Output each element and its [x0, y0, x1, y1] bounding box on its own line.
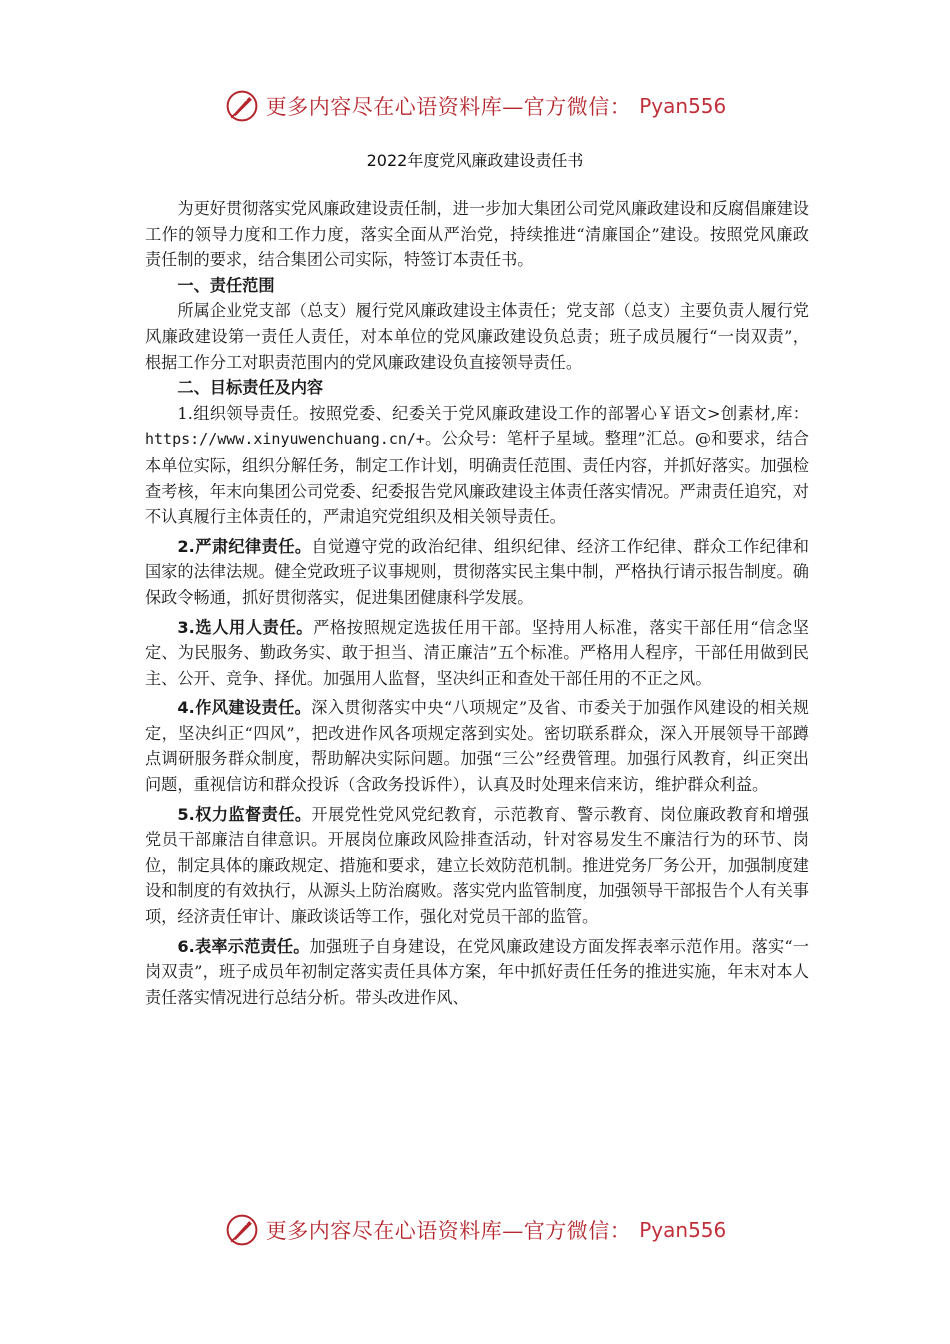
- section-heading-goals: 二、目标责任及内容: [177, 378, 324, 398]
- item3-body: 严格按照规定选拔任用干部。坚持用人标准，落实干部任用“信念坚定、为民服务、勤政务实、敢于担当、清正廉洁”五个标准。严格用人程序，干部任用做到民主、公开、竞争、择优。加强用人监督，坚决纠正和查处干部任用的不正之风。: [145, 617, 809, 688]
- item6-body: 加强班子自身建设，在党风廉政建设方面发挥表率示范作用。落实“一岗双责”，班子成员年初制定落实责任具体方案，年中抓好责任任务的推进实施，年末对本人责任落实情况进行总结分析。带头改进作风、: [145, 936, 809, 1007]
- intro-paragraph: 为更好贯彻落实党风廉政建设责任制，进一步加大集团公司党风廉政建设和反腐倡廉建设工作的领导力度和工作力度，落实全面从严治党，持续推进“清廉国企”建设。按照党风廉政责任制的要求，结合集团公司实际，特签订本责任书。: [145, 199, 809, 270]
- item1-text-part2: 。公众号：笔杆子星域。整理”汇总。@和要求，结合本单位实际，组织分解任务，制定工作计划，明确责任范围、责任内容，并抓好落实。加强检查考核，年末向集团公司党委、纪委报告党风廉政建设主体责任落实情况。严肃责任追究，对不认真履行主体责任的，严肃追究党组织及相关领导责任。: [145, 429, 809, 527]
- section-heading-scope: 一、责任范围: [177, 275, 275, 295]
- header-banner: [0, 82, 950, 130]
- item-discipline: [145, 534, 809, 611]
- item6-lead: 6.表率示范责任。: [177, 936, 310, 956]
- section-scope-paragraph: 所属企业党支部（总支）履行党风廉政建设主体责任；党支部（总支）主要负责人履行党风廉政建设第一责任人责任，对本单位的党风廉政建设负总责；班子成员履行“一岗双责”，根据工作分工对职责范围内的党风廉政建设负直接领导责任。: [145, 301, 809, 372]
- quill-logo-icon: [224, 88, 260, 124]
- document-body: [145, 196, 809, 1010]
- header-banner-text: 更多内容尽在心语资料库—官方微信：: [265, 95, 632, 119]
- item1-text-part1: 1.组织领导责任。按照党委、纪委关于党风廉政建设工作的部署心￥语文>创素材,库：: [177, 403, 809, 423]
- item4-lead: 4.作风建设责任。: [177, 698, 312, 718]
- document-title: 2022年度党风廉政建设责任书: [366, 151, 584, 170]
- item4-body: 深入贯彻落实中央“八项规定”及省、市委关于加强作风建设的相关规定，坚决纠正“四风”，把改进作风各项规定落到实处。密切联系群众，深入开展领导干部蹲点调研服务群众制度，帮助解决实际问题。加强“三公”经费管理。加强行风教育，纠正突出问题，重视信访和群众投诉（含政务投诉件），认真及时处理来信来访，维护群众利益。: [145, 698, 809, 795]
- item-exemplary-role: [145, 934, 809, 1011]
- item5-body: 开展党性党风党纪教育，示范教育、警示教育、岗位廉政教育和增强党员干部廉洁自律意识。开展岗位廉政风险排查活动，针对容易发生不廉洁行为的环节、岗位，制定具体的廉政规定、措施和要求，建立长效防范机制。推进党务厂务公开，加强制度建设和制度的有效执行，从源头上防治腐败。落实党内监管制度，加强领导干部报告个人有关事项，经济责任审计、廉政谈话等工作，强化对党员干部的监管。: [145, 804, 809, 927]
- item-personnel: [145, 615, 809, 692]
- header-banner-wechat-id: Pyan556: [639, 94, 727, 118]
- item2-lead: 2.严肃纪律责任。: [177, 536, 312, 556]
- item-work-style: [145, 695, 809, 797]
- item5-lead: 5.权力监督责任。: [177, 804, 312, 824]
- item2-body: 自觉遵守党的政治纪律、组织纪律、经济工作纪律、群众工作纪律和国家的法律法规。健全党政班子议事规则，贯彻落实民主集中制，严格执行请示报告制度。确保政令畅通，抓好贯彻落实，促进集团健康科学发展。: [145, 536, 809, 607]
- item3-lead: 3.选人用人责任。: [177, 617, 314, 637]
- item-power-supervision: [145, 802, 809, 930]
- quill-logo-icon: [224, 1212, 260, 1248]
- footer-banner-text: 更多内容尽在心语资料库—官方微信：: [265, 1219, 632, 1243]
- item-organization-leadership: [145, 401, 809, 530]
- footer-banner: [0, 1206, 950, 1254]
- item1-url: https://www.xinyuwenchuang.cn/+: [145, 430, 425, 449]
- footer-banner-wechat-id: Pyan556: [639, 1218, 727, 1242]
